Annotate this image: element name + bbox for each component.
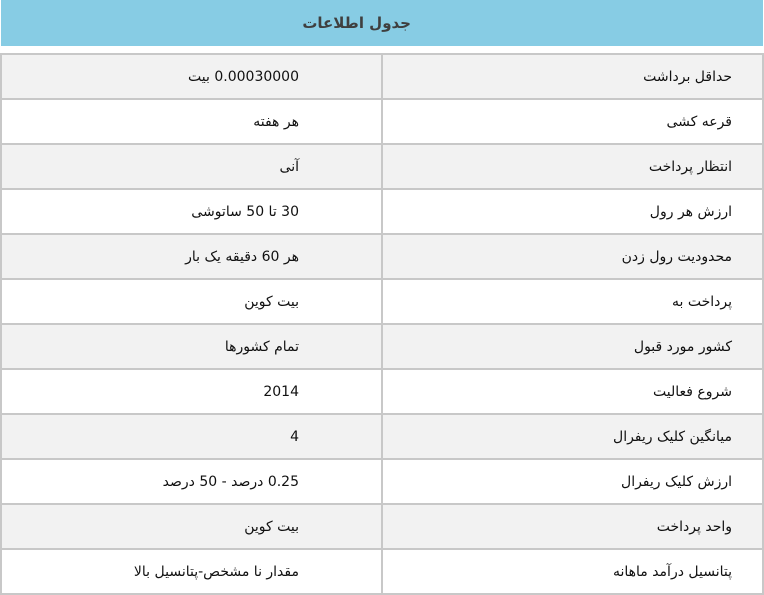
table-row: [1, 324, 763, 369]
header-spacer: [1, 47, 763, 55]
row-label: ارزش هر رول: [382, 189, 763, 234]
row-label: حداقل برداشت: [382, 54, 763, 99]
row-label: محدودیت رول زدن: [382, 234, 763, 279]
row-value: مقدار نا مشخص-پتانسیل بالا: [1, 549, 382, 594]
table-row: [1, 54, 763, 99]
spacer-cell: [1, 47, 763, 55]
table-row: [1, 99, 763, 144]
table-row: [1, 189, 763, 234]
row-value: بیت کوین: [1, 504, 382, 549]
row-label: قرعه کشی: [382, 99, 763, 144]
row-label: شروع فعالیت: [382, 369, 763, 414]
table-row: [1, 549, 763, 594]
table-row: [1, 279, 763, 324]
table-row: [1, 414, 763, 459]
table-row: [1, 459, 763, 504]
table-header-row: [1, 0, 763, 47]
table-body: [1, 54, 763, 594]
row-value: هر 60 دقیقه یک بار: [1, 234, 382, 279]
table-title: جدول اطلاعات: [1, 0, 763, 47]
row-value: تمام کشورها: [1, 324, 382, 369]
table-row: [1, 144, 763, 189]
row-label: انتظار پرداخت: [382, 144, 763, 189]
row-value: آنی: [1, 144, 382, 189]
table-row: [1, 234, 763, 279]
row-label: میانگین کلیک ریفرال: [382, 414, 763, 459]
row-value: 0.00030000 بیت: [1, 54, 382, 99]
row-label: پتانسیل درآمد ماهانه: [382, 549, 763, 594]
row-value: 30 تا 50 ساتوشی: [1, 189, 382, 234]
row-value: 4: [1, 414, 382, 459]
row-value: هر هفته: [1, 99, 382, 144]
row-label: پرداخت به: [382, 279, 763, 324]
row-label: کشور مورد قبول: [382, 324, 763, 369]
row-value: 2014: [1, 369, 382, 414]
row-value: بیت کوین: [1, 279, 382, 324]
row-value: 0.25 درصد - 50 درصد: [1, 459, 382, 504]
table-row: [1, 504, 763, 549]
row-label: واحد پرداخت: [382, 504, 763, 549]
table-row: [1, 369, 763, 414]
row-label: ارزش کلیک ریفرال: [382, 459, 763, 504]
